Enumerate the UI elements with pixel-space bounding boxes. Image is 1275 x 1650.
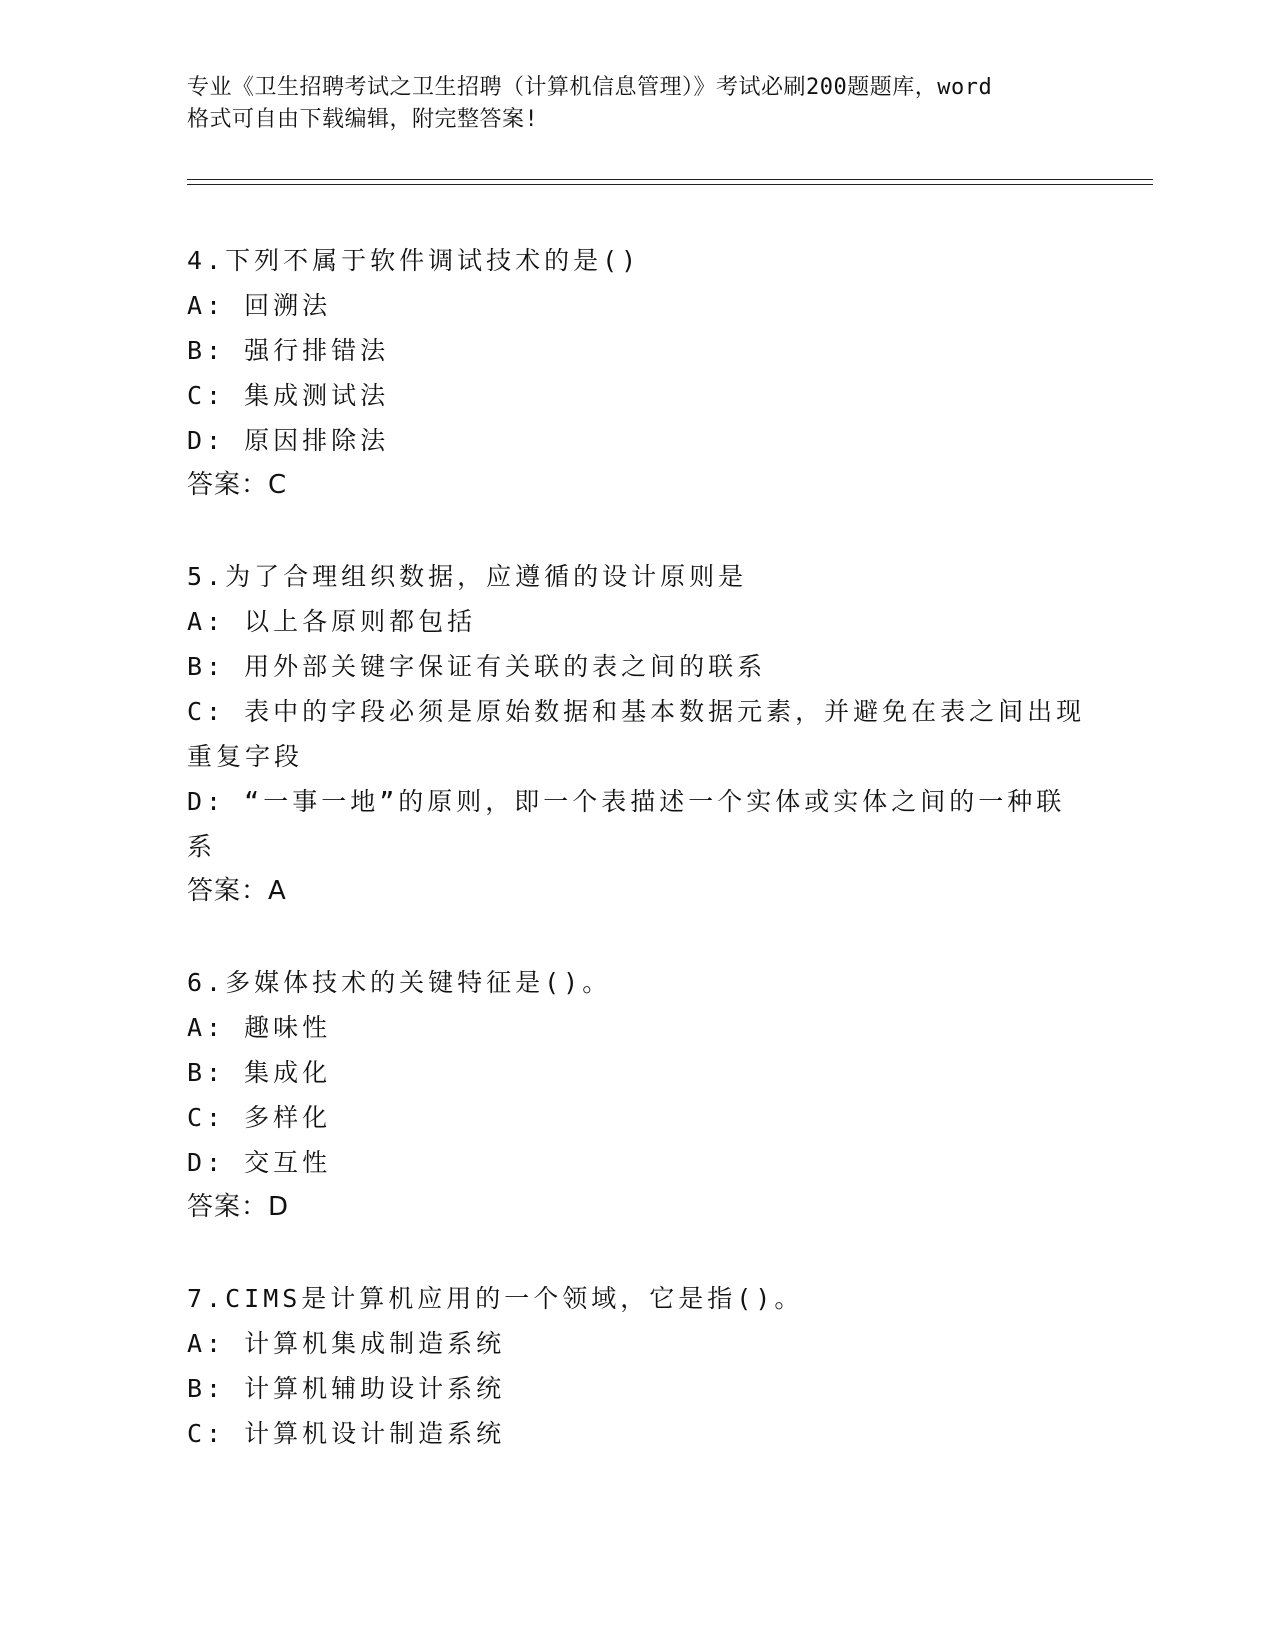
option-b: B: 强行排错法 (187, 336, 390, 365)
option-c: C: 计算机设计制造系统 (187, 1419, 506, 1448)
answer-line: 答案：D (187, 1192, 290, 1222)
option-c: C: 表中的字段必须是原始数据和基本数据元素，并避免在表之间出现重复字段 (187, 697, 1086, 771)
option-a: A: 以上各原则都包括 (187, 607, 477, 636)
option-a: A: 趣味性 (187, 1013, 332, 1042)
question-list (187, 238, 1087, 1502)
option-d: D: “一事一地”的原则，即一个表描述一个实体或实体之间的一种联系 (187, 787, 1066, 861)
option-a: A: 计算机集成制造系统 (187, 1329, 506, 1358)
question-stem: 5.为了合理组织数据，应遵循的设计原则是 (187, 562, 748, 591)
question-7 (187, 1276, 1087, 1456)
option-b: B: 集成化 (187, 1058, 332, 1087)
question-stem: 6.多媒体技术的关键特征是()。 (187, 968, 612, 997)
option-b: B: 计算机辅助设计系统 (187, 1374, 506, 1403)
header-line-1: 专业《卫生招聘考试之卫生招聘（计算机信息管理）》考试必刷200题题库，word (187, 75, 993, 100)
question-6 (187, 960, 1087, 1230)
answer-line: 答案：C (187, 470, 288, 500)
question-stem: 7.CIMS是计算机应用的一个领域，它是指()。 (187, 1284, 804, 1313)
header-divider-bottom (187, 184, 1153, 185)
document-header (187, 72, 1087, 136)
option-c: C: 多样化 (187, 1103, 332, 1132)
header-divider-top (187, 179, 1153, 180)
question-4 (187, 238, 1087, 508)
option-b: B: 用外部关键字保证有关联的表之间的联系 (187, 652, 767, 681)
question-5 (187, 554, 1087, 914)
option-c: C: 集成测试法 (187, 381, 390, 410)
option-d: D: 交互性 (187, 1148, 332, 1177)
header-line-2: 格式可自由下载编辑，附完整答案! (187, 107, 539, 132)
answer-line: 答案：A (187, 876, 287, 906)
question-stem: 4.下列不属于软件调试技术的是() (187, 246, 641, 275)
option-d: D: 原因排除法 (187, 426, 390, 455)
option-a: A: 回溯法 (187, 291, 332, 320)
